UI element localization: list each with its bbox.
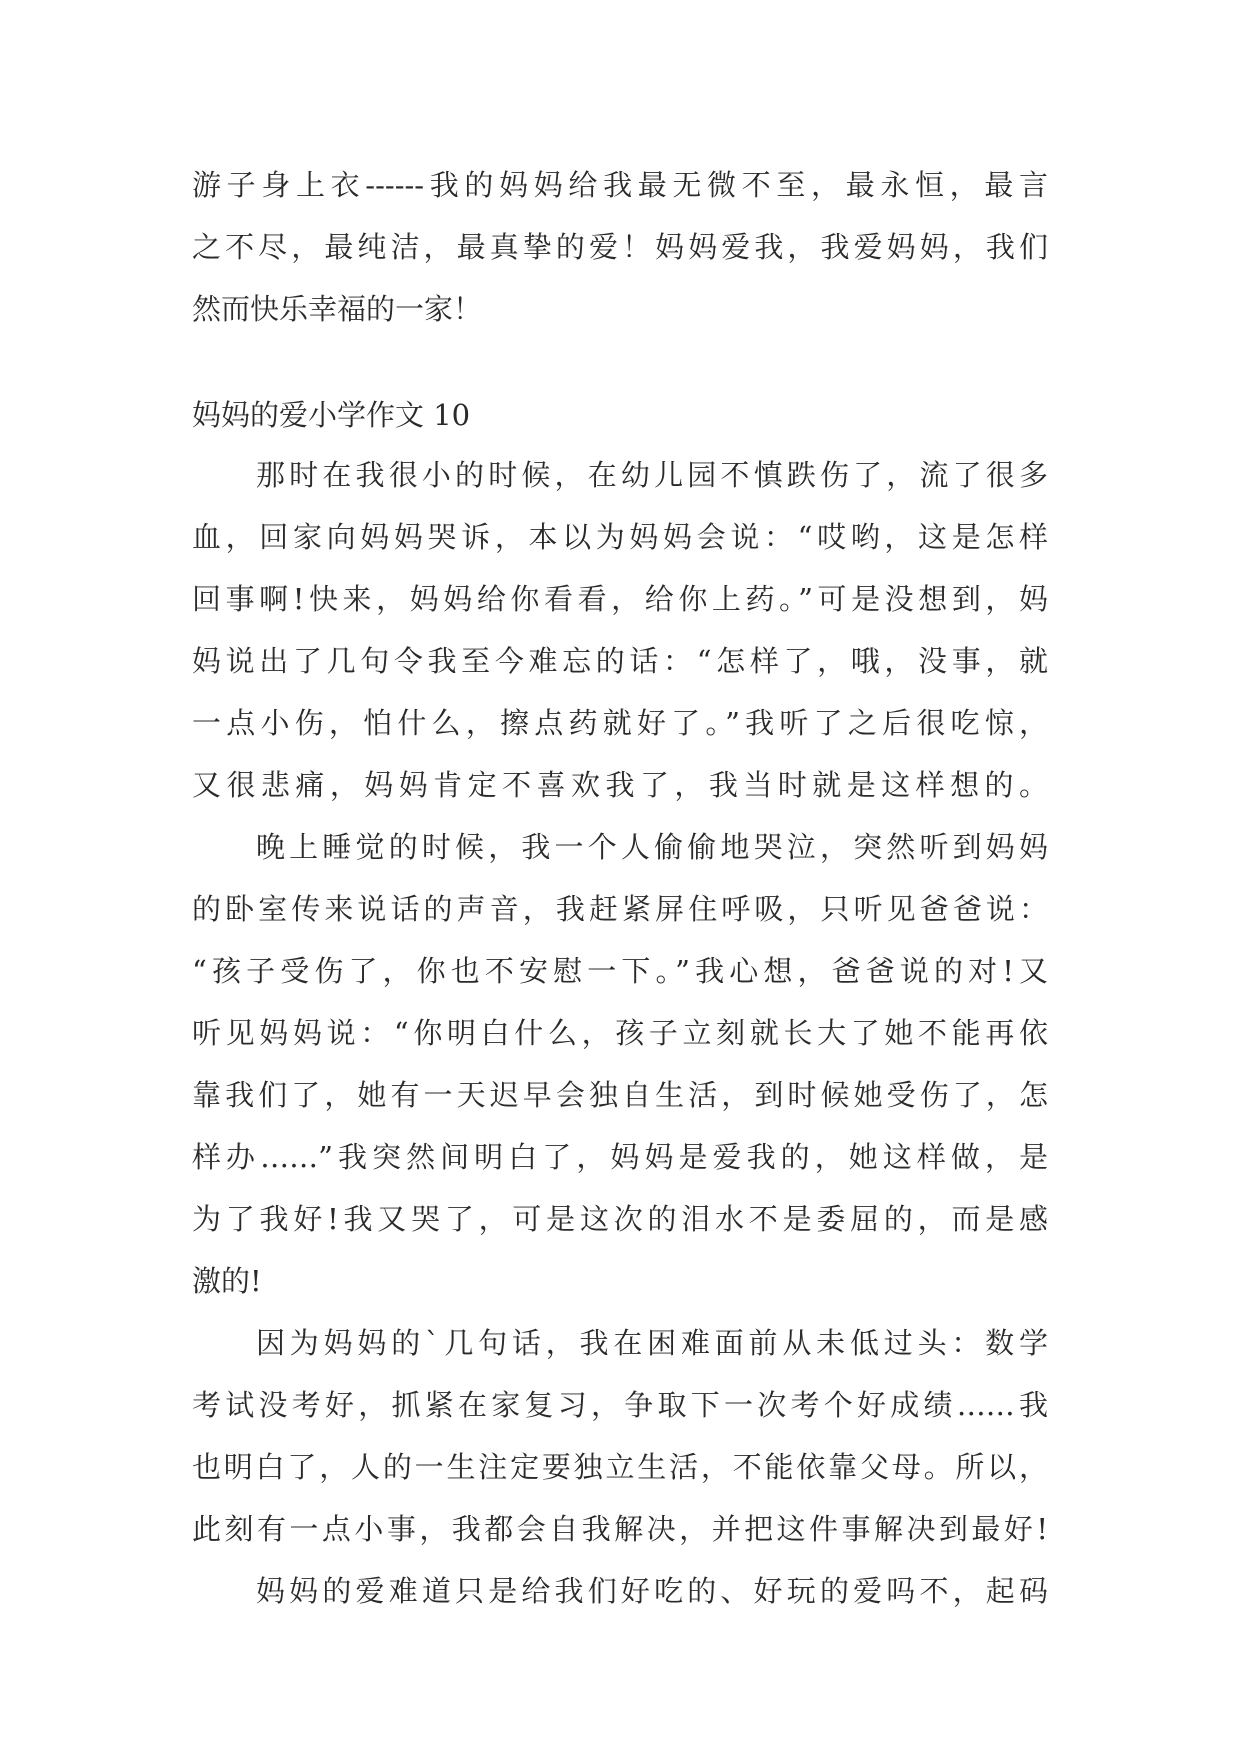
text-line: 考试没考好，抓紧在家复习，争取下一次考个好成绩……我 [192,1388,1048,1422]
text-line: 样办……”我突然间明白了，妈妈是爱我的，她这样做，是 [192,1140,1048,1174]
text-line: 也明白了，人的一生注定要独立生活，不能依靠父母。所以， [192,1450,1048,1484]
section-title: 妈妈的爱小学作文 10 [192,398,471,432]
text-line: 回事啊!快来，妈妈给你看看，给你上药。”可是没想到，妈 [192,582,1048,616]
text-line: 那时在我很小的时候，在幼儿园不慎跌伤了，流了很多 [256,458,1048,492]
text-line: 游子身上衣------我的妈妈给我最无微不至，最永恒，最言 [192,168,1048,202]
text-line: 因为妈妈的`几句话，我在困难面前从未低过头：数学 [256,1326,1048,1360]
text-line: 一点小伤，怕什么，擦点药就好了。”我听了之后很吃惊， [192,706,1048,740]
text-line: 此刻有一点小事，我都会自我解决，并把这件事解决到最好! [192,1512,1048,1546]
text-line: 血，回家向妈妈哭诉，本以为妈妈会说：“哎哟，这是怎样 [192,520,1048,554]
text-line: 激的! [192,1264,262,1298]
text-line: 妈妈的爱难道只是给我们好吃的、好玩的爱吗不，起码 [256,1574,1048,1608]
text-line: 靠我们了，她有一天迟早会独自生活，到时候她受伤了，怎 [192,1078,1048,1112]
text-line: 晚上睡觉的时候，我一个人偷偷地哭泣，突然听到妈妈 [256,830,1048,864]
text-line: “孩子受伤了，你也不安慰一下。”我心想，爸爸说的对!又 [192,954,1048,988]
text-line: 为了我好!我又哭了，可是这次的泪水不是委屈的，而是感 [192,1202,1048,1236]
text-line: 妈说出了几句令我至今难忘的话：“怎样了，哦，没事，就 [192,644,1048,678]
text-line: 听见妈妈说：“你明白什么，孩子立刻就长大了她不能再依 [192,1016,1048,1050]
text-line: 的卧室传来说话的声音，我赶紧屏住呼吸，只听见爸爸说： [192,892,1048,926]
text-line: 然而快乐幸福的一家！ [192,292,483,326]
text-line: 又很悲痛，妈妈肯定不喜欢我了，我当时就是这样想的。 [192,768,1048,802]
text-line: 之不尽，最纯洁，最真挚的爱！妈妈爱我，我爱妈妈，我们 [192,230,1048,264]
